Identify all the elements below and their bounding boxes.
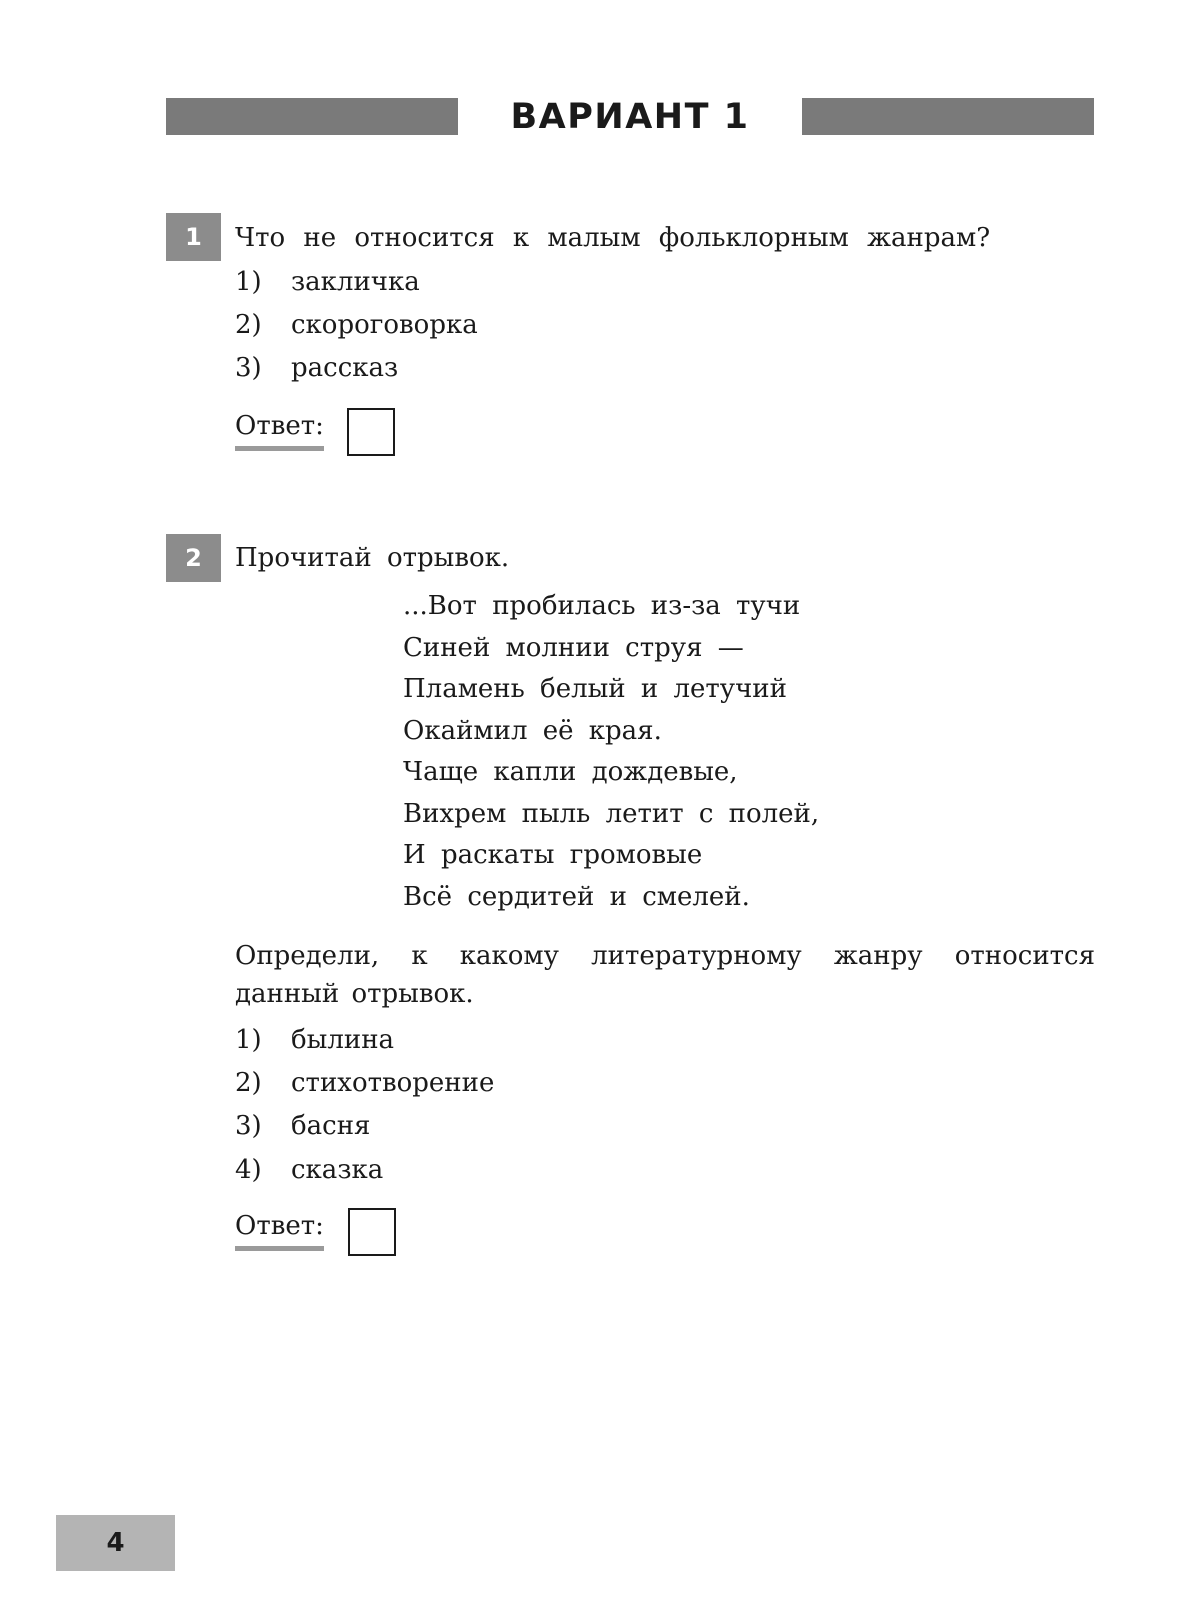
option-number: 2) [235, 1068, 262, 1098]
option-text: стихотворение [291, 1068, 495, 1098]
task-2-intro: Прочитай отрывок. [235, 543, 510, 573]
task-2-answer-box[interactable] [348, 1208, 396, 1256]
option-text: скороговорка [291, 310, 478, 340]
task-2-option-2[interactable] [235, 1065, 494, 1101]
option-text: сказка [291, 1155, 384, 1185]
task-1-answer-label: Ответ: [235, 408, 324, 451]
poem-excerpt [403, 586, 819, 918]
option-number: 3) [235, 353, 262, 383]
task-1-answer-box[interactable] [347, 408, 395, 456]
variant-title: ВАРИАНТ 1 [510, 97, 750, 137]
task-1-option-3[interactable] [235, 350, 398, 386]
option-number: 2) [235, 310, 262, 340]
task-1-option-1[interactable] [235, 264, 420, 300]
task-2-option-4[interactable] [235, 1152, 383, 1188]
option-number: 1) [235, 1025, 262, 1055]
task-1-question: Что не относится к малым фольклорным жанрам? [235, 223, 991, 253]
poem-line: Всё сердитей и смелей. [403, 881, 750, 912]
task-2-question: Определи, к какому литературному жанру относится данный отрывок. [235, 941, 1095, 1009]
option-text: закличка [291, 267, 420, 297]
option-text: рассказ [291, 353, 399, 383]
task-2-option-3[interactable] [235, 1108, 370, 1144]
option-text: басня [291, 1111, 371, 1141]
poem-line: Синей молнии струя — [403, 632, 744, 663]
option-text: былина [291, 1025, 395, 1055]
option-number: 3) [235, 1111, 262, 1141]
page-number: 4 [56, 1515, 175, 1571]
task-2-answer-label: Ответ: [235, 1208, 324, 1251]
poem-line: Вихрем пыль летит с полей, [403, 798, 820, 829]
poem-line: ...Вот пробилась из-за тучи [403, 591, 801, 621]
task-2-number: 2 [166, 534, 221, 582]
option-number: 4) [235, 1155, 262, 1185]
task-2-option-1[interactable] [235, 1022, 394, 1058]
poem-line: Окаймил её края. [403, 715, 662, 746]
header-bar-right [802, 98, 1094, 135]
poem-line: Пламень белый и летучий [403, 674, 787, 704]
poem-line: Чаще капли дождевые, [403, 757, 738, 787]
task-1-option-2[interactable] [235, 307, 478, 343]
header-bar-left [166, 98, 458, 135]
option-number: 1) [235, 267, 262, 297]
task-1-number: 1 [166, 213, 221, 261]
poem-line: И раскаты громовые [403, 840, 703, 870]
